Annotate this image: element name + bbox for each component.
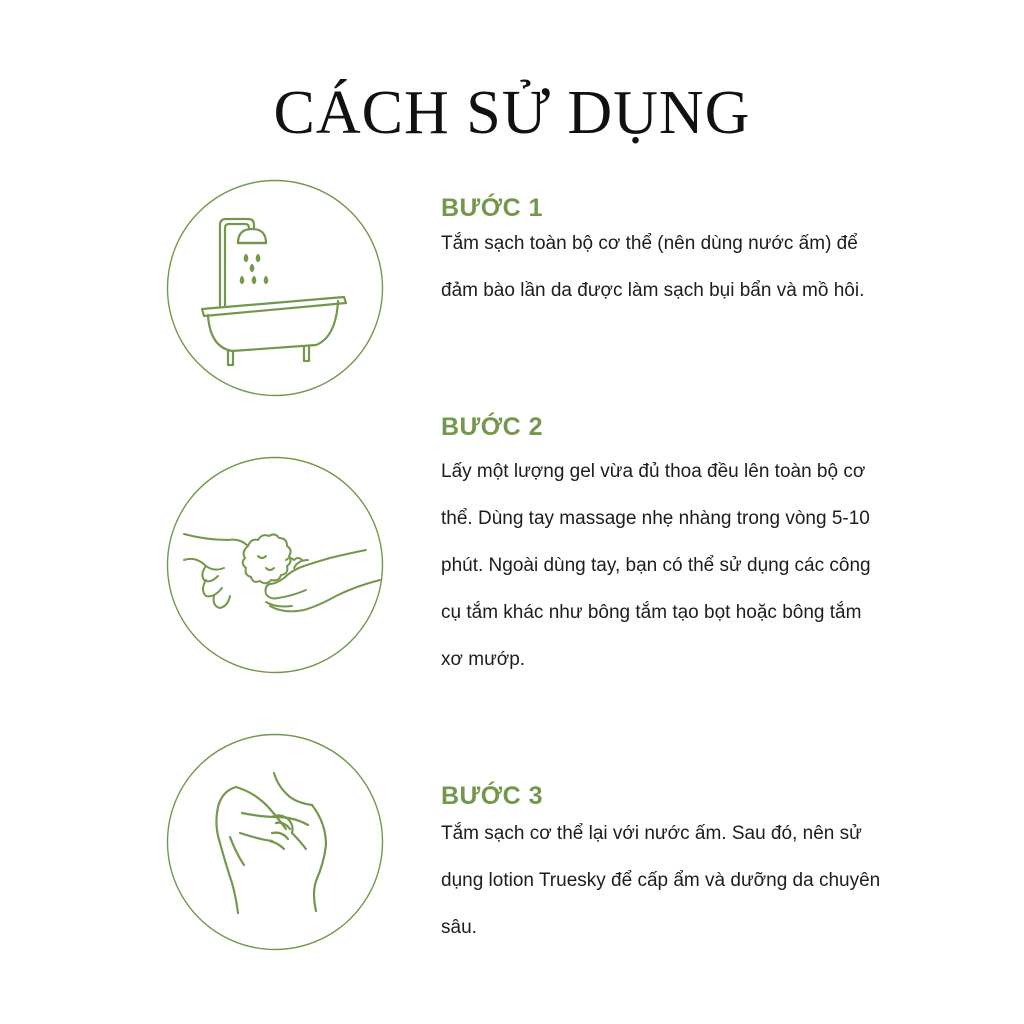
page-title: CÁCH SỬ DỤNG <box>273 79 751 147</box>
step-description: Tắm sạch cơ thể lại với nước ấm. Sau đó, nên sử dụng lotion Truesky để cấp ẩm và dưỡng da chuyên sâu. <box>441 823 881 938</box>
step-title: BƯỚC 1 <box>441 194 544 222</box>
bathtub-shower-icon <box>166 179 384 397</box>
step-title: BƯỚC 3 <box>441 782 544 810</box>
hands-sponge-icon <box>166 456 384 674</box>
step-title: BƯỚC 2 <box>441 413 544 441</box>
step-description: Lấy một lượng gel vừa đủ thoa đều lên toàn bộ cơ thể. Dùng tay massage nhẹ nhàng trong vòng 5-10 phút. Ngoài dùng tay, bạn có thể sử dụng các công cụ tắm khác như bông tắm tạo bọt hoặc bông tắm xơ mướp. <box>441 461 871 670</box>
shoulder-wash-icon <box>166 733 384 951</box>
step-description: Tắm sạch toàn bộ cơ thể (nên dùng nước ấm) để đảm bào lần da được làm sạch bụi bẩn và mồ hôi. <box>441 233 865 301</box>
